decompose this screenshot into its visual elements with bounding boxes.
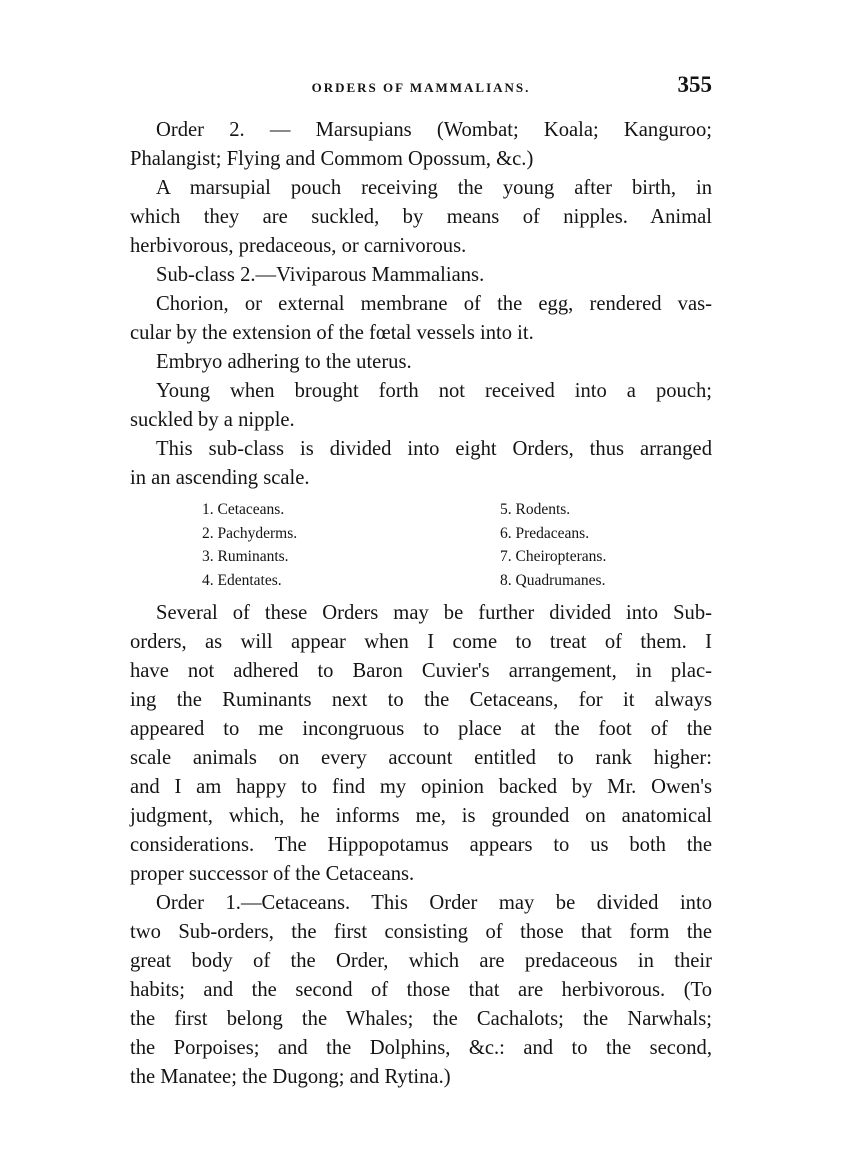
- page-body: [130, 116, 712, 1092]
- order-item: 4. Edentates.: [202, 571, 282, 589]
- order-item: 8. Quadrumanes.: [500, 571, 606, 589]
- text-line: the Manatee; the Dugong; and Rytina.): [130, 1066, 451, 1088]
- text-line: Young when brought forth not received into a pouch;: [156, 380, 712, 402]
- text-line: Embryo adhering to the uterus.: [156, 351, 412, 373]
- page-number: 355: [677, 72, 712, 97]
- text-line: proper successor of the Cetaceans.: [130, 863, 415, 885]
- text-line: orders, as will appear when I come to treat of them. I: [130, 631, 712, 653]
- order-item: 2. Pachyderms.: [202, 524, 298, 542]
- order-item: 7. Cheiropterans.: [500, 548, 607, 565]
- text-line: the first belong the Whales; the Cachalots; the Narwhals;: [130, 1008, 712, 1030]
- text-line: Phalangist; Flying and Commom Opossum, &c.): [130, 148, 534, 170]
- text-line: This sub-class is divided into eight Orders, thus arranged: [156, 438, 712, 460]
- orders-list-left: [202, 498, 500, 592]
- text-line: great body of the Order, which are predaceous in their: [130, 950, 712, 972]
- orders-list: [202, 498, 712, 592]
- text-line: Order 2. — Marsupians (Wombat; Koala; Kanguroo;: [156, 119, 712, 141]
- text-line: which they are suckled, by means of nipples. Animal: [130, 206, 712, 228]
- page-header: [130, 72, 712, 102]
- text-line: A marsupial pouch receiving the young after birth, in: [156, 177, 712, 199]
- text-line: appeared to me incongruous to place at the foot of the: [130, 718, 712, 740]
- text-line: suckled by a nipple.: [130, 409, 295, 431]
- text-line: Chorion, or external membrane of the egg, rendered vas-: [156, 293, 712, 315]
- order-item: 5. Rodents.: [500, 501, 571, 518]
- text-line: herbivorous, predaceous, or carnivorous.: [130, 235, 467, 257]
- text-line: two Sub-orders, the first consisting of those that form the: [130, 921, 712, 943]
- order-item: 1. Cetaceans.: [202, 501, 285, 518]
- text-line: considerations. The Hippopotamus appears to us both the: [130, 834, 712, 856]
- text-line: Order 1.—Cetaceans. This Order may be divided into: [156, 892, 712, 914]
- text-line: and I am happy to find my opinion backed by Mr. Owen's: [130, 776, 712, 798]
- text-line: the Porpoises; and the Dolphins, &c.: and to the second,: [130, 1037, 712, 1059]
- text-line: judgment, which, he informs me, is grounded on anatomical: [130, 805, 712, 827]
- order-item: 6. Predaceans.: [500, 524, 590, 542]
- text-line: cular by the extension of the fœtal vessels into it.: [130, 322, 534, 344]
- text-line: Sub-class 2.—Viviparous Mammalians.: [156, 264, 485, 286]
- text-line: ing the Ruminants next to the Cetaceans, for it always: [130, 689, 712, 711]
- text-line: have not adhered to Baron Cuvier's arrangement, in plac-: [130, 660, 712, 682]
- text-line: habits; and the second of those that are herbivorous. (To: [130, 979, 712, 1001]
- orders-list-right: [500, 498, 700, 592]
- order-item: 3. Ruminants.: [202, 548, 289, 565]
- running-head: ORDERS OF MAMMALIANS.: [311, 80, 531, 95]
- text-line: Several of these Orders may be further divided into Sub-: [156, 602, 712, 624]
- text-line: in an ascending scale.: [130, 467, 310, 489]
- text-line: scale animals on every account entitled to rank higher:: [130, 747, 712, 769]
